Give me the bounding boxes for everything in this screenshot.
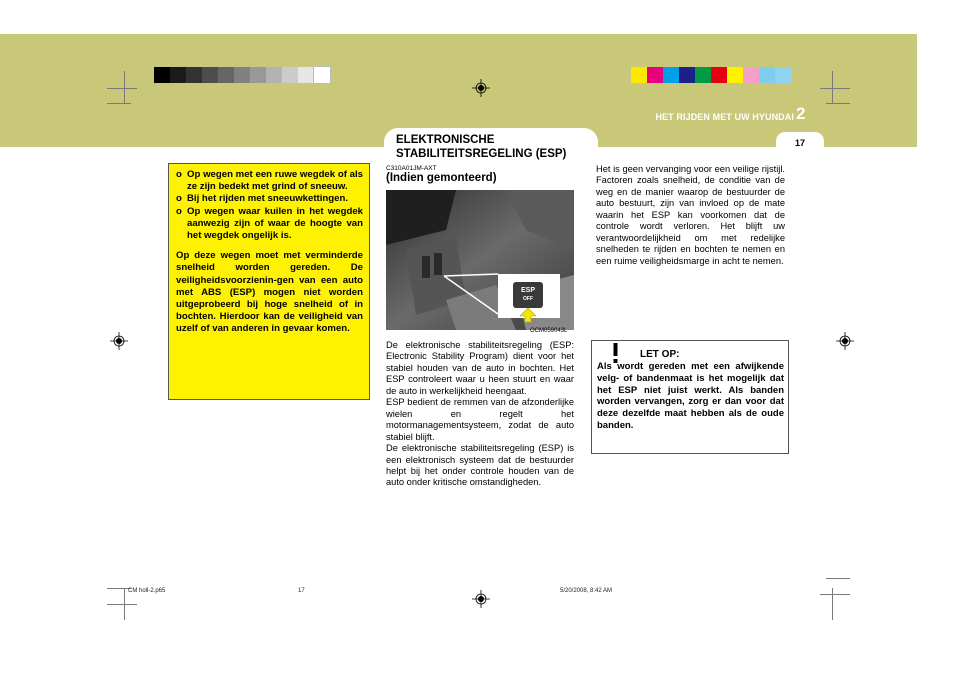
color-swatch bbox=[298, 67, 314, 83]
crop-mark bbox=[826, 578, 850, 579]
warning-list-item bbox=[176, 193, 363, 205]
color-swatch bbox=[170, 67, 186, 83]
color-swatch bbox=[186, 67, 202, 83]
crop-mark bbox=[832, 71, 833, 103]
caution-heading: LET OP: bbox=[640, 349, 680, 360]
bullet: o bbox=[176, 169, 182, 180]
color-swatch bbox=[647, 67, 663, 83]
color-swatch bbox=[218, 67, 234, 83]
color-swatch bbox=[266, 67, 282, 83]
crop-mark bbox=[826, 103, 850, 104]
body-paragraph: ESP bedient de remmen van de afzonderlijke wielen en regelt het motormanagementsysteem, zodat de auto stabiel blijft. bbox=[386, 397, 574, 442]
color-swatches-right bbox=[631, 67, 791, 83]
registration-mark-icon bbox=[472, 590, 490, 608]
right-paragraph: Het is geen vervanging voor een veilige rijstijl. Factoren zoals snelheid, de conditie van de weg en de manier waarop de bestuurder de auto bestuurt, zijn van invloed op de mate waarin het ESP kan voorkomen dat de controle wordt verloren. Het blijft uw verantwoordelijkheid om met redelijke snelheden te rijden en bochten te nemen en een ruime veiligheidsmarge in acht te nemen. bbox=[596, 164, 785, 266]
registration-mark-icon bbox=[110, 332, 128, 350]
section-code: C310A01JM-AXT bbox=[386, 165, 437, 172]
color-swatch bbox=[154, 67, 170, 83]
warning-box bbox=[168, 163, 370, 400]
section-title-line1: ELEKTRONISCHE bbox=[396, 134, 495, 146]
color-swatch bbox=[711, 67, 727, 83]
chapter-title: HET RIJDEN MET UW HYUNDAI bbox=[655, 112, 794, 122]
section-subtitle: (Indien gemonteerd) bbox=[386, 172, 497, 184]
crop-mark bbox=[107, 604, 137, 605]
footer-timestamp: 5/20/2008, 8:42 AM bbox=[560, 588, 613, 594]
warning-item-text: Op wegen waar kuilen in het wegdek aanwezig zijn of waar de hoogte van het wegdek ongelijk is. bbox=[187, 205, 363, 242]
warning-item-text: Bij het rijden met sneeuwkettingen. bbox=[187, 193, 348, 205]
caution-box bbox=[591, 340, 789, 454]
color-swatch bbox=[679, 67, 695, 83]
section-title-line2: STABILITEITSREGELING (ESP) bbox=[396, 148, 567, 160]
esp-off-button-label bbox=[513, 287, 543, 303]
color-swatch bbox=[743, 67, 759, 83]
esp-label: ESP bbox=[520, 287, 535, 294]
color-swatch bbox=[759, 67, 775, 83]
color-swatch bbox=[250, 67, 266, 83]
warning-list-item bbox=[176, 169, 363, 193]
body-paragraph: De elektronische stabiliteitsregeling (ESP) is een elektronisch systeem dat de bestuurder helpt bij het onder controle houden van de auto onder kritische omstandigheden. bbox=[386, 443, 574, 488]
crop-mark bbox=[832, 588, 833, 620]
registration-mark-icon bbox=[472, 79, 490, 97]
caution-text: Als wordt gereden met een afwijkende velg- of bandenmaat is het mogelijk dat het ESP niet juist werkt. Als banden worden vervangen, zorg er dan voor dat deze dezelfde maat hebben als de oude banden. bbox=[597, 361, 784, 431]
photo-caption: OCM059043L bbox=[530, 328, 568, 334]
page-number: 17 bbox=[794, 138, 805, 148]
crop-mark bbox=[820, 594, 850, 595]
color-swatch bbox=[727, 67, 743, 83]
color-swatches-left bbox=[154, 67, 330, 83]
warning-paragraph: Op deze wegen moet met verminderde snelheid worden gereden. De veiligheidsvoorzienin-gen van een auto met ABS (ESP) mogen niet worden uitgeprobeerd bij hoge snelheid of in bochten. Hierdoor kan de veiligheid van uzelf of van anderen in gevaar komen. bbox=[176, 250, 363, 335]
warning-list bbox=[176, 169, 363, 242]
crop-mark bbox=[107, 88, 137, 89]
section-body bbox=[386, 340, 574, 489]
color-swatch bbox=[631, 67, 647, 83]
color-swatch bbox=[695, 67, 711, 83]
color-swatch bbox=[234, 67, 250, 83]
dashboard-illustration bbox=[386, 190, 574, 330]
dashboard-photo bbox=[386, 190, 574, 330]
registration-mark-icon bbox=[836, 332, 854, 350]
section-title bbox=[396, 133, 596, 161]
crop-mark bbox=[107, 103, 131, 104]
color-swatch bbox=[202, 67, 218, 83]
bullet: o bbox=[176, 205, 182, 217]
footer-filename: CM holl-2.p65 bbox=[128, 588, 166, 594]
off-label: OFF bbox=[523, 296, 533, 302]
chapter-number: 2 bbox=[796, 104, 806, 123]
crop-mark bbox=[820, 88, 850, 89]
footer-page: 17 bbox=[298, 588, 305, 594]
color-swatch bbox=[775, 67, 791, 83]
crop-mark bbox=[124, 71, 125, 103]
body-paragraph: De elektronische stabiliteitsregeling (ESP: Electronic Stability Program) dient voor het stabiel houden van de auto in bochten. Het ESP controleert waar u heen stuurt en waar de auto in werkelijkheid heengaat. bbox=[386, 340, 574, 396]
color-swatch bbox=[663, 67, 679, 83]
bullet: o bbox=[176, 193, 182, 205]
warning-list-item bbox=[176, 206, 363, 243]
warning-item-text: Op wegen met een ruwe wegdek of als ze zijn bedekt met grind of sneeuw. bbox=[187, 169, 363, 193]
color-swatch bbox=[314, 67, 330, 83]
color-swatch bbox=[282, 67, 298, 83]
